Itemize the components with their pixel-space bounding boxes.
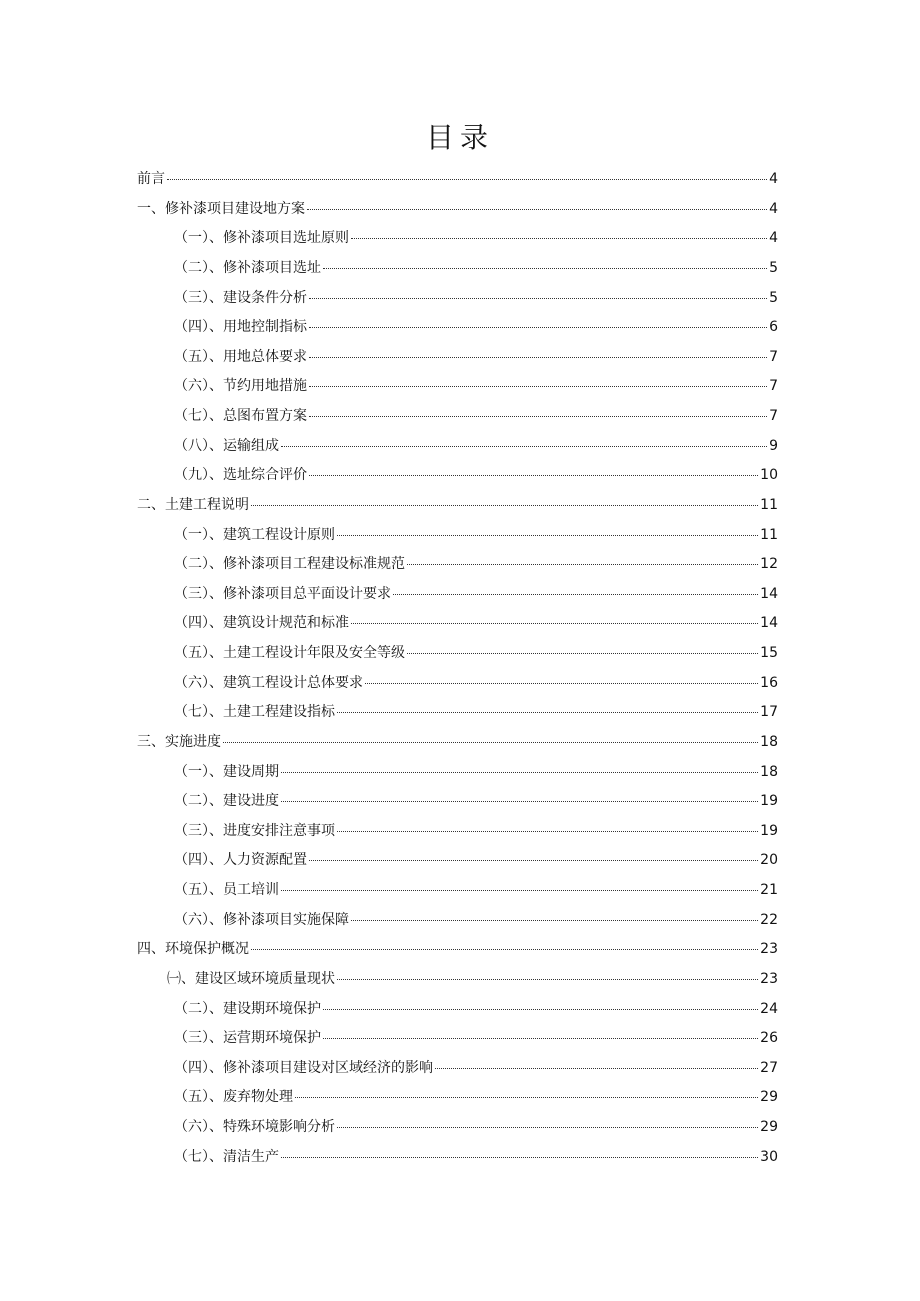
toc-entry[interactable]: [137, 731, 778, 761]
toc-entry[interactable]: [137, 346, 778, 376]
toc-entry[interactable]: [137, 494, 778, 524]
toc-entry-label: （四）、修补漆项目建设对区域经济的影响: [174, 1059, 433, 1076]
toc-entry[interactable]: [137, 375, 778, 405]
toc-entry[interactable]: [137, 998, 778, 1028]
toc-entry-label: （一）、建设周期: [174, 763, 279, 780]
dot-leader: [309, 357, 767, 358]
dot-leader: [167, 179, 767, 180]
dot-leader: [351, 623, 758, 624]
toc-list: [137, 168, 778, 1175]
toc-entry-label: （八）、运输组成: [174, 437, 279, 454]
toc-entry-label: 二、土建工程说明: [137, 496, 249, 513]
toc-entry-page-number: 7: [769, 408, 778, 424]
toc-entry-label: （三）、修补漆项目总平面设计要求: [174, 585, 391, 602]
toc-entry-page-number: 26: [760, 1030, 778, 1047]
toc-entry[interactable]: [137, 790, 778, 820]
toc-entry-page-number: 16: [760, 674, 778, 691]
toc-entry[interactable]: [137, 849, 778, 879]
toc-entry[interactable]: [137, 1146, 778, 1176]
toc-entry[interactable]: [137, 257, 778, 287]
dot-leader: [309, 860, 758, 861]
toc-entry[interactable]: [137, 316, 778, 346]
dot-leader: [309, 475, 758, 476]
toc-entry-label: （三）、运营期环境保护: [174, 1030, 321, 1047]
toc-entry[interactable]: [137, 879, 778, 909]
toc-entry-page-number: 15: [760, 645, 778, 661]
toc-entry-page-number: 19: [760, 793, 778, 810]
toc-entry[interactable]: [137, 1086, 778, 1116]
dot-leader: [337, 1127, 758, 1128]
dot-leader: [251, 505, 758, 506]
toc-entry-label: （九）、选址综合评价: [174, 467, 307, 484]
dot-leader: [337, 712, 758, 713]
dot-leader: [309, 327, 767, 328]
toc-entry-page-number: 4: [769, 200, 778, 217]
toc-entry[interactable]: [137, 1057, 778, 1087]
dot-leader: [337, 535, 758, 536]
dot-leader: [281, 772, 758, 773]
toc-entry-page-number: 5: [769, 289, 778, 306]
toc-entry-label: （三）、进度安排注意事项: [174, 822, 335, 839]
toc-entry-label: （一）、修补漆项目选址原则: [174, 230, 349, 247]
toc-entry[interactable]: [137, 672, 778, 702]
toc-entry[interactable]: [137, 464, 778, 494]
toc-entry[interactable]: [137, 701, 778, 731]
toc-entry-page-number: 4: [769, 230, 778, 247]
dot-leader: [365, 683, 758, 684]
dot-leader: [307, 209, 767, 210]
toc-entry-label: 四、环境保护概况: [137, 941, 249, 958]
toc-entry-page-number: 18: [760, 763, 778, 780]
dot-leader: [251, 949, 758, 950]
toc-entry-page-number: 14: [760, 615, 778, 632]
toc-entry-page-number: 6: [769, 319, 778, 336]
toc-entry-label: （六）、修补漆项目实施保障: [174, 911, 349, 928]
toc-entry-page-number: 19: [760, 822, 778, 839]
toc-entry[interactable]: [137, 612, 778, 642]
toc-entry-page-number: 29: [760, 1119, 778, 1135]
dot-leader: [281, 890, 758, 891]
dot-leader: [351, 238, 767, 239]
toc-entry-page-number: 7: [769, 348, 778, 365]
toc-entry[interactable]: [137, 198, 778, 228]
toc-entry-label: （六）、特殊环境影响分析: [174, 1119, 335, 1135]
toc-entry-page-number: 5: [769, 259, 778, 276]
toc-entry-label: （五）、土建工程设计年限及安全等级: [174, 645, 405, 661]
toc-entry[interactable]: [137, 909, 778, 939]
toc-entry-label: （二）、建设进度: [174, 793, 279, 810]
toc-entry-label: （七）、土建工程建设指标: [174, 704, 335, 721]
toc-entry-page-number: 14: [760, 585, 778, 602]
toc-entry-page-number: 4: [769, 171, 778, 187]
dot-leader: [337, 979, 758, 980]
toc-entry-page-number: 21: [760, 882, 778, 898]
toc-entry-label: （四）、用地控制指标: [174, 319, 307, 336]
dot-leader: [393, 594, 758, 595]
toc-entry-page-number: 20: [760, 852, 778, 869]
dot-leader: [323, 1038, 758, 1039]
toc-entry-page-number: 12: [760, 556, 778, 573]
toc-entry-page-number: 24: [760, 1000, 778, 1017]
toc-entry-label: 三、实施进度: [137, 733, 221, 750]
dot-leader: [323, 1009, 758, 1010]
toc-title: 目录: [425, 121, 494, 154]
toc-entry-label: （六）、建筑工程设计总体要求: [174, 674, 363, 691]
toc-entry[interactable]: [137, 553, 778, 583]
dot-leader: [223, 742, 758, 743]
toc-entry-label: （五）、废弃物处理: [174, 1089, 293, 1106]
toc-entry-page-number: 18: [760, 733, 778, 750]
toc-entry-label: ㈠、建设区域环境质量现状: [167, 970, 335, 987]
dot-leader: [351, 920, 758, 921]
toc-entry[interactable]: [137, 761, 778, 791]
toc-entry-label: （二）、修补漆项目选址: [174, 259, 321, 276]
toc-entry-label: （四）、人力资源配置: [174, 852, 307, 869]
toc-entry-label: （二）、修补漆项目工程建设标准规范: [174, 556, 405, 573]
toc-entry-page-number: 10: [760, 467, 778, 484]
toc-entry-page-number: 11: [760, 526, 778, 543]
toc-entry-label: （一）、建筑工程设计原则: [174, 526, 335, 543]
toc-entry-label: 前言: [137, 171, 165, 187]
toc-entry[interactable]: [137, 524, 778, 554]
toc-entry-page-number: 22: [760, 911, 778, 928]
toc-entry[interactable]: [137, 938, 778, 968]
toc-entry-page-number: 9: [769, 437, 778, 454]
dot-leader: [281, 446, 767, 447]
dot-leader: [435, 1068, 758, 1069]
toc-entry-page-number: 27: [760, 1059, 778, 1076]
toc-entry-label: （七）、清洁生产: [174, 1148, 279, 1165]
dot-leader: [281, 801, 758, 802]
toc-entry[interactable]: [137, 168, 778, 198]
toc-entry-label: （五）、员工培训: [174, 882, 279, 898]
toc-entry-page-number: 11: [760, 496, 778, 513]
toc-entry[interactable]: [137, 820, 778, 850]
toc-entry-page-number: 23: [760, 970, 778, 987]
toc-entry-label: 一、修补漆项目建设地方案: [137, 200, 305, 217]
dot-leader: [309, 386, 767, 387]
toc-entry-page-number: 23: [760, 941, 778, 958]
toc-entry-page-number: 29: [760, 1089, 778, 1106]
toc-entry[interactable]: [137, 1027, 778, 1057]
dot-leader: [337, 831, 758, 832]
dot-leader: [295, 1097, 758, 1098]
toc-entry[interactable]: [137, 435, 778, 465]
toc-entry-label: （七）、总图布置方案: [174, 408, 307, 424]
toc-entry[interactable]: [137, 583, 778, 613]
dot-leader: [323, 268, 767, 269]
toc-entry-page-number: 30: [760, 1148, 778, 1165]
toc-entry[interactable]: [137, 227, 778, 257]
toc-entry-label: （二）、建设期环境保护: [174, 1000, 321, 1017]
dot-leader: [309, 298, 767, 299]
toc-entry[interactable]: [137, 287, 778, 317]
toc-entry-page-number: 7: [769, 378, 778, 395]
toc-entry-label: （四）、建筑设计规范和标准: [174, 615, 349, 632]
dot-leader: [309, 416, 767, 417]
toc-entry-label: （三）、建设条件分析: [174, 289, 307, 306]
toc-entry-label: （五）、用地总体要求: [174, 348, 307, 365]
toc-entry[interactable]: [137, 1116, 778, 1146]
toc-entry[interactable]: [137, 968, 778, 998]
dot-leader: [281, 1157, 758, 1158]
dot-leader: [407, 564, 758, 565]
toc-entry-page-number: 17: [760, 704, 778, 721]
toc-entry-label: （六）、节约用地措施: [174, 378, 307, 395]
toc-entry[interactable]: [137, 405, 778, 435]
dot-leader: [407, 653, 758, 654]
toc-entry[interactable]: [137, 642, 778, 672]
